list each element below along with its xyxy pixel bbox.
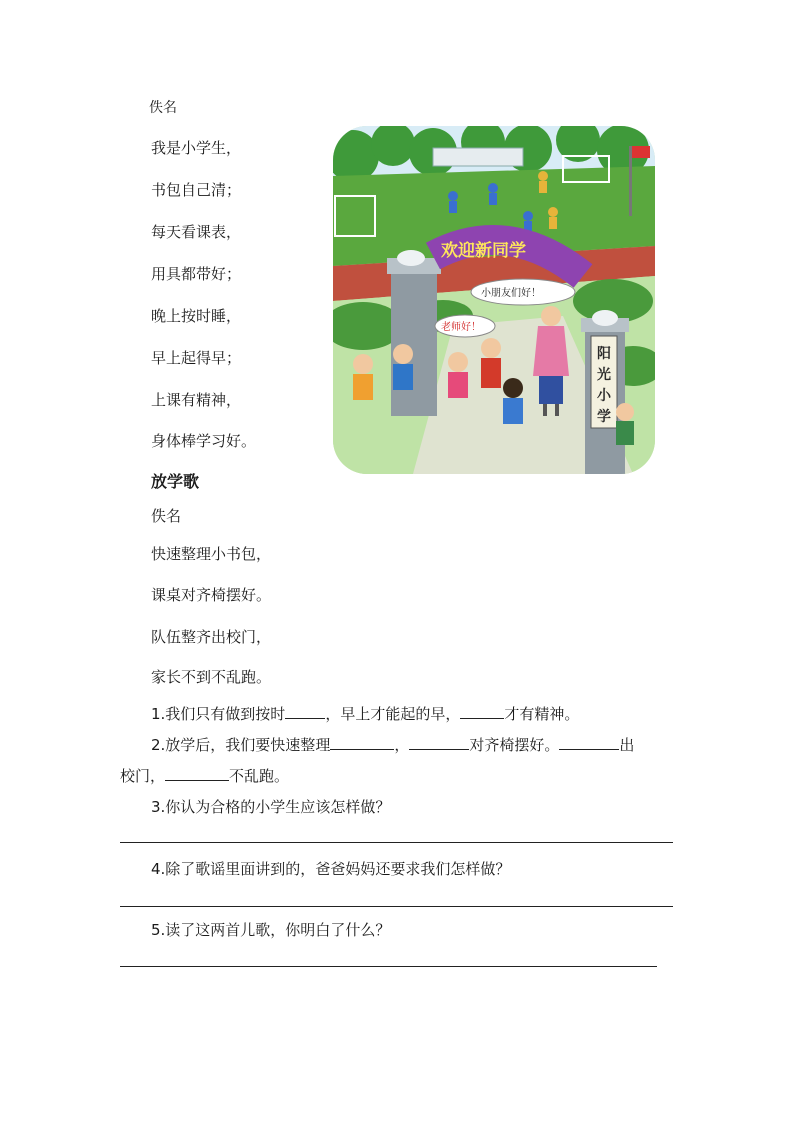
- question-4-answer-line[interactable]: [120, 906, 673, 907]
- question-1-blank-2[interactable]: [460, 704, 504, 719]
- question-2-part-e: 校门，: [120, 767, 166, 785]
- question-2-line-2: [120, 765, 289, 786]
- question-2-blank-2[interactable]: [409, 735, 469, 750]
- school-gate-illustration: [333, 126, 655, 474]
- question-3-answer-line[interactable]: [120, 842, 673, 843]
- question-3: 3.你认为合格的小学生应该怎样做？: [151, 798, 391, 816]
- question-4: 4.除了歌谣里面讲到的，爸爸妈妈还要求我们怎样做？: [151, 860, 511, 878]
- question-5: 5.读了这两首儿歌，你明白了什么？: [151, 921, 391, 939]
- question-2-blank-3[interactable]: [559, 735, 619, 750]
- bubble-teacher-text: 老师好！: [441, 322, 481, 333]
- gate-sign-char: 光: [597, 367, 611, 383]
- question-2-part-a: 2.放学后，我们要快速整理: [151, 736, 331, 754]
- poem1-line-5: 晚上按时睡，: [151, 307, 242, 325]
- question-1-blank-1[interactable]: [285, 704, 325, 719]
- poem1-line-8: 身体棒学习好。: [151, 432, 257, 450]
- gate-sign-char: 阳: [597, 346, 611, 362]
- question-2-line-1: [151, 734, 634, 755]
- question-2-part-b: ，: [394, 736, 410, 754]
- question-2-part-c: 对齐椅摆好。: [469, 736, 560, 754]
- poem1-line-4: 用具都带好；: [151, 265, 242, 283]
- poem2-line-3: 队伍整齐出校门，: [151, 628, 272, 646]
- poem2-author: 佚名: [151, 507, 182, 525]
- question-2-blank-4[interactable]: [165, 766, 229, 781]
- banner-text: 欢迎新同学: [441, 241, 526, 261]
- poem2-title: 放学歌: [151, 472, 200, 491]
- poem1-line-6: 早上起得早；: [151, 349, 242, 367]
- question-2-blank-1[interactable]: [330, 735, 394, 750]
- question-2-part-f: 不乱跑。: [229, 767, 290, 785]
- bubble-kids-text: 小朋友们好！: [481, 288, 541, 299]
- gate-sign-char: 小: [597, 388, 611, 404]
- question-1-part-b: ，早上才能起的早，: [325, 705, 461, 723]
- question-1-part-c: 才有精神。: [504, 705, 580, 723]
- poem2-line-1: 快速整理小书包，: [151, 545, 272, 563]
- poem2-line-4: 家长不到不乱跑。: [151, 668, 272, 686]
- poem2-line-2: 课桌对齐椅摆好。: [151, 586, 272, 604]
- question-1-part-a: 1.我们只有做到按时: [151, 705, 286, 723]
- question-2-part-d: 出: [619, 736, 635, 754]
- poem1-line-3: 每天看课表，: [151, 223, 242, 241]
- question-5-answer-line[interactable]: [120, 966, 657, 967]
- question-1: [151, 703, 579, 724]
- poem1-line-1: 我是小学生，: [151, 139, 242, 157]
- gate-sign-char: 学: [597, 409, 611, 425]
- poem1-line-7: 上课有精神，: [151, 391, 242, 409]
- poem1-author: 佚名: [149, 100, 177, 116]
- poem1-line-2: 书包自己清；: [151, 181, 242, 199]
